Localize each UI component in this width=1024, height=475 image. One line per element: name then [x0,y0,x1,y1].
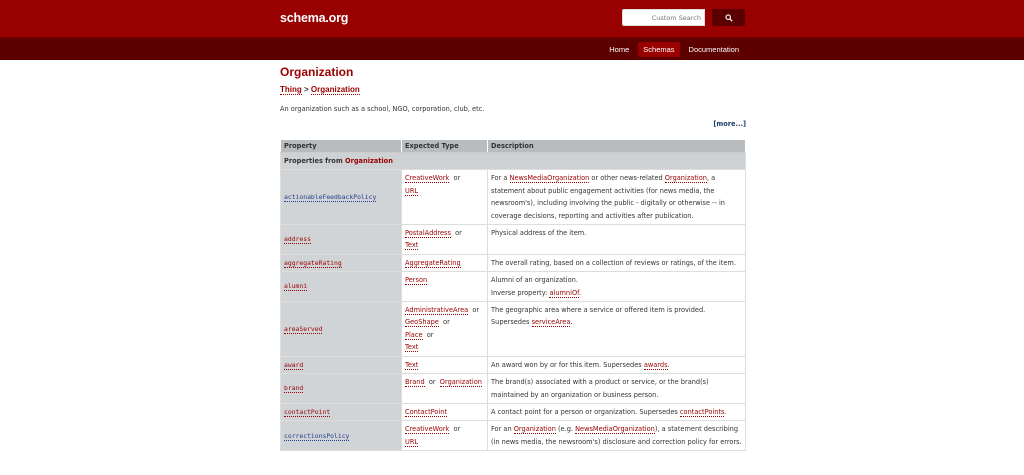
property-cell [281,421,402,451]
or-text: or [422,330,438,339]
property-cell [281,272,402,302]
or-text: or [438,318,454,327]
property-cell [281,356,402,373]
description-text: The brand(s) associated with a product or service, or the brand(s) maintained by an organization or business person. [491,378,709,399]
expected-type-cell [402,302,488,357]
property-link[interactable]: areaServed [284,324,323,333]
description-link[interactable]: Organization [664,174,707,183]
description-text: . [724,407,727,416]
description-text: For a [491,174,510,183]
description-text: The overall rating, based on a collection of reviews or ratings, of the item. [491,258,736,267]
description-cell [488,421,746,451]
breadcrumb-thing[interactable]: Thing [280,85,302,94]
section-prefix: Properties from [284,157,343,165]
description-text: . [667,360,670,369]
type-link[interactable]: AdministrativeArea [405,306,469,315]
description-text: An award won by or for this item. Supersedes [491,360,644,369]
property-cell [281,170,402,225]
table-row [281,421,746,451]
property-cell [281,374,402,404]
search-button[interactable] [712,9,745,26]
table-row [281,374,746,404]
top-header [0,0,1024,37]
type-link[interactable]: Brand [405,378,425,387]
type-link[interactable]: Place [405,330,423,339]
header-property: Property [281,140,402,153]
property-link[interactable]: award [284,360,304,369]
type-link[interactable]: Organization [439,378,482,387]
section-link[interactable]: Organization [344,157,393,165]
main-content [280,60,746,451]
type-link[interactable]: Text [405,360,419,369]
breadcrumb-organization[interactable]: Organization [310,85,360,94]
breadcrumb [280,85,746,94]
type-link[interactable]: GeoShape [405,318,439,327]
type-link[interactable]: URL [405,186,419,195]
search-input[interactable] [622,9,705,26]
section-row [281,153,746,170]
description-text: Alumni of an organization. [491,276,578,285]
description-text: ), a statement describing (in news media, the newsroom's) disclosure and correction policy for errors. [491,425,742,446]
description-text: A contact point for a person or organization. Supersedes [491,407,680,416]
property-link[interactable]: contactPoint [284,407,331,416]
page-description: An organization such as a school, NGO, corporation, club, etc. [280,105,485,113]
table-row [281,356,746,373]
property-cell [281,254,402,271]
description-text: or other news-related [589,174,665,183]
site-logo[interactable]: schema.org [280,11,349,25]
property-cell [281,302,402,357]
description-text: (e.g. [555,425,576,434]
type-link[interactable]: CreativeWork [405,174,450,183]
description-link[interactable]: NewsMediaOrganization [575,425,655,434]
expected-type-cell [402,356,488,373]
description-cell [488,356,746,373]
description-cell [488,225,746,255]
nav-schemas[interactable]: Schemas [638,42,679,57]
nav-bar [0,37,1024,60]
or-text: or [450,229,467,238]
page-title: Organization [280,65,354,79]
expected-type-cell [402,254,488,271]
type-link[interactable]: Text [405,343,419,352]
table-row [281,225,746,255]
description-cell [488,374,746,404]
property-link[interactable]: aggregateRating [284,258,342,267]
properties-table [280,139,746,451]
description-text: Inverse property: [491,288,550,297]
property-link[interactable]: alumni [284,282,308,291]
search-icon [725,14,733,22]
description-text: . [570,318,573,327]
description-text: The geographic area where a service or offered item is provided. Supersedes [491,306,706,327]
property-link[interactable]: correctionsPolicy [284,431,350,440]
more-link[interactable]: [more...] [713,120,746,128]
description-link[interactable]: alumniOf [549,288,579,297]
table-row [281,272,746,302]
type-link[interactable]: Person [405,276,428,285]
description-text: . [578,288,582,297]
description-text: For an [491,425,514,434]
description-text: , a statement about public engagement activities (for news media, the newsroom's), including involving the public - digitally or otherwise -- in coverage decisions, reporting and activities after publication. [491,174,725,220]
property-link[interactable]: brand [284,384,304,393]
table-row [281,170,746,225]
section-heading [281,153,746,170]
breadcrumb-separator: > [304,85,309,94]
expected-type-cell [402,403,488,420]
search-box [622,9,745,26]
expected-type-cell [402,170,488,225]
type-link[interactable]: URL [405,437,419,446]
description-link[interactable]: awards [643,360,668,369]
description-cell [488,272,746,302]
property-link[interactable]: actionableFeedbackPolicy [284,193,377,202]
nav-documentation[interactable]: Documentation [688,45,739,54]
type-link[interactable]: CreativeWork [405,425,450,434]
table-row [281,302,746,357]
description-cell [488,254,746,271]
description-cell [488,302,746,357]
property-link[interactable]: address [284,235,311,244]
nav-home[interactable]: Home [609,45,630,54]
property-cell [281,225,402,255]
property-cell [281,403,402,420]
table-header-row [281,140,746,153]
description-link[interactable]: contactPoints [679,407,725,416]
or-text: or [424,378,440,387]
expected-type-cell [402,225,488,255]
expected-type-cell [402,374,488,404]
main-nav [604,42,744,57]
expected-type-cell [402,272,488,302]
description-link[interactable]: serviceArea [531,318,571,327]
or-text: or [449,174,465,183]
or-text: or [468,306,484,315]
type-link[interactable]: ContactPoint [405,407,448,416]
description-text: Physical address of the item. [491,229,587,238]
type-link[interactable]: AggregateRating [405,258,461,267]
table-row [281,254,746,271]
table-row [281,403,746,420]
header-description: Description [488,140,746,153]
expected-type-cell [402,421,488,451]
header-expected-type: Expected Type [402,140,488,153]
type-link[interactable]: PostalAddress [405,229,451,238]
description-cell [488,170,746,225]
description-link[interactable]: Organization [513,425,556,434]
description-cell [488,403,746,420]
or-text: or [449,425,465,434]
description-link[interactable]: NewsMediaOrganization [509,174,590,183]
type-link[interactable]: Text [405,241,419,250]
